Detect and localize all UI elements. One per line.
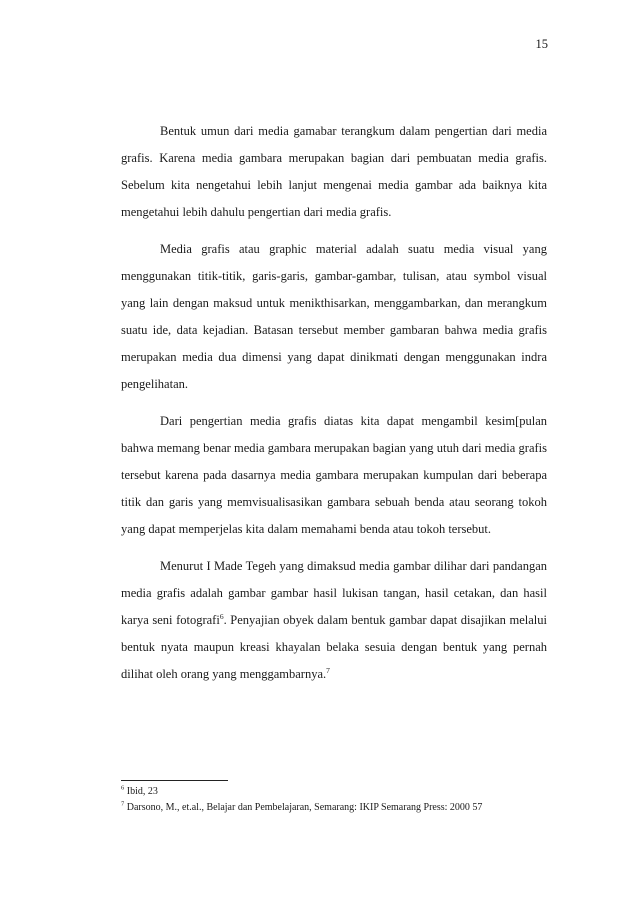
paragraph: [121, 553, 547, 688]
paragraph: [121, 118, 547, 226]
paragraph-text: Media grafis atau graphic material adalah suatu media visual yang menggunakan titik-titik, garis-garis, gambar-gambar, tulisan, atau symbol visual yang lain dengan maksud untuk menikthisarkan, menggambarkan, dan merangkum suatu ide, data kejadian. Batasan tersebut member gambaran bahwa media grafis merupakan media dua dimensi yang dapat dinikmati dengan menggunakan indra pengelihatan.: [121, 242, 547, 391]
paragraph: [121, 236, 547, 397]
footnote-divider: [121, 780, 228, 781]
footnote-text: Darsono, M., et.al., Belajar dan Pembelajaran, Semarang: IKIP Semarang Press: 2000 57: [126, 801, 483, 813]
footnote: [121, 784, 561, 800]
paragraph-text: . Penyajian obyek dalam bentuk gambar dapat disajikan melalui bentuk nyata maupun kreasi khayalan belaka sesuia dengan bentuk yang pernah dilihat oleh orang yang menggambarnya.: [121, 612, 547, 681]
footnote-text: Ibid, 23: [126, 786, 158, 797]
paragraph-text: Bentuk umun dari media gamabar terangkum dalam pengertian dari media grafis. Karena media gambara merupakan bagian dari pembuatan media grafis. Sebelum kita nengetahui lebih lanjut mengenai media gambar ada baiknya kita mengetahui lebih dahulu pengertian dari media grafis.: [121, 124, 547, 219]
paragraph: [121, 408, 547, 543]
footnotes: [121, 784, 561, 815]
paragraph-text: Dari pengertian media grafis diatas kita dapat mengambil kesim[pulan bahwa memang benar media gambara merupakan bagian yang utuh dari media grafis tersebut karena pada dasarnya media gambara merupakan kumpulan dari beberapa titik dan garis yang memvisualisasikan gambara sebuah benda atau seorang tokoh yang dapat memperjelas kita dalam memahami benda atau tokoh tersebut.: [121, 414, 547, 536]
footnote-number: 6: [121, 784, 125, 792]
footnote: [121, 800, 561, 816]
footnote-reference[interactable]: 6: [219, 611, 224, 621]
footnote-number: 7: [121, 800, 125, 808]
page-number: 15: [535, 37, 548, 51]
footnote-reference[interactable]: 7: [326, 665, 330, 675]
paragraph-text: Menurut I Made Tegeh yang dimaksud media gambar dilihar dari pandangan media grafis adalah gambar gambar hasil lukisan tangan, hasil cetakan, dan hasil karya seni fotografi: [121, 559, 547, 627]
body-text: [121, 118, 547, 698]
